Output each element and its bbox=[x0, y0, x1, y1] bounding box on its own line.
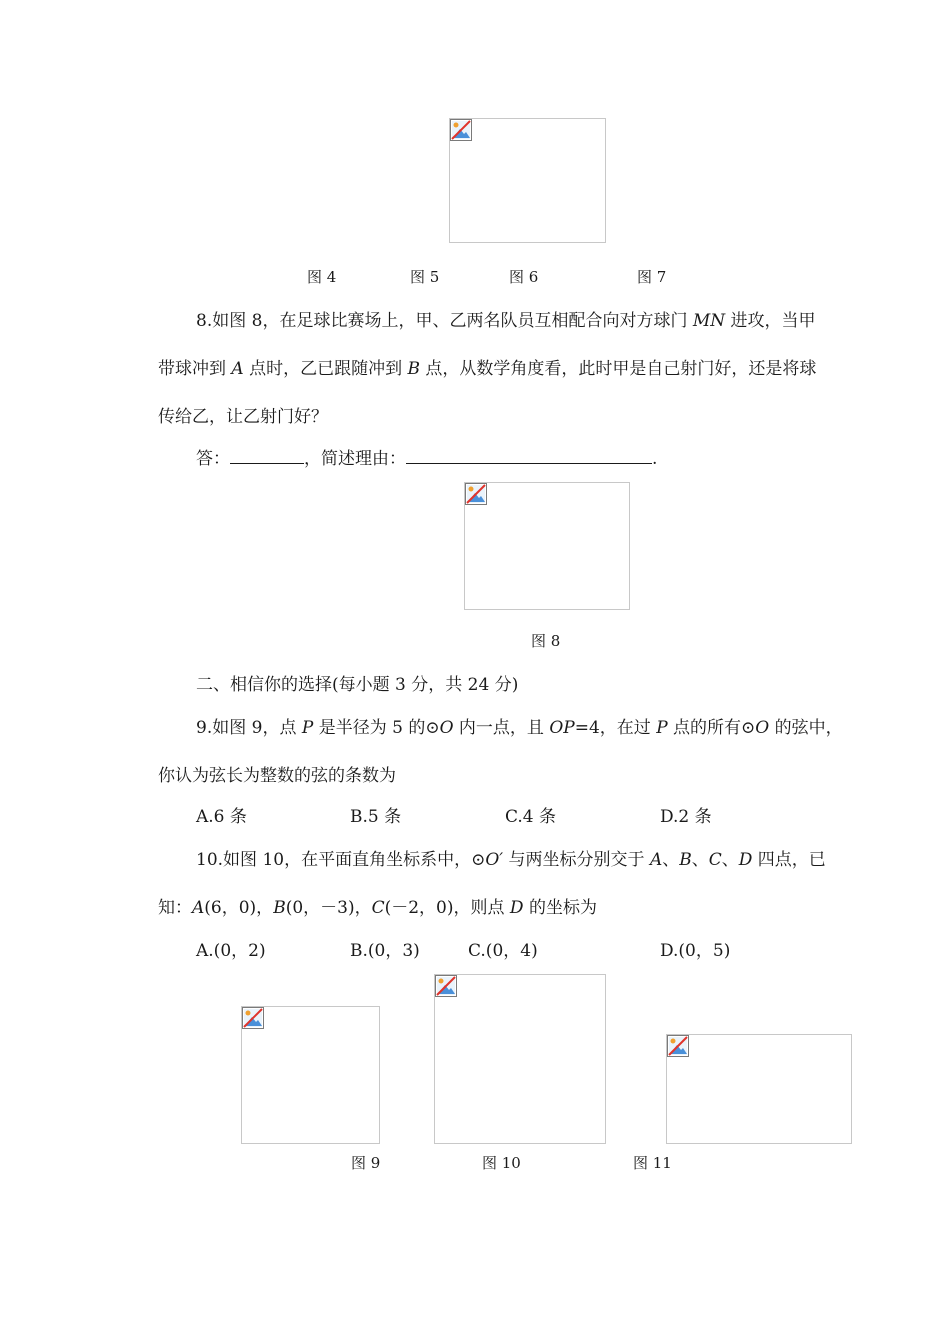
section-heading: 二、相信你的选择(每小题 3 分，共 24 分) bbox=[196, 675, 519, 695]
figure-9-placeholder bbox=[241, 1006, 380, 1144]
figure-caption: 图 11 bbox=[633, 1154, 672, 1172]
answer-blank[interactable] bbox=[230, 447, 304, 464]
figure-10-placeholder bbox=[434, 974, 606, 1144]
q10-line-1: 10.如图 10，在平面直角坐标系中，⊙O′ 与两坐标分别交于 A、B、C、D 四点，已 bbox=[196, 850, 826, 870]
q8-answer-line: 答： ，简述理由： . bbox=[196, 449, 658, 469]
figure-caption: 图 7 bbox=[637, 268, 667, 286]
broken-image-icon bbox=[435, 975, 457, 997]
figure-8-placeholder bbox=[464, 482, 630, 610]
broken-image-icon bbox=[465, 483, 487, 505]
q10-option-d[interactable]: D.(0，5) bbox=[660, 941, 731, 961]
q9-option-b[interactable]: B.5 条 bbox=[350, 807, 402, 827]
q10-option-b[interactable]: B.(0，3) bbox=[350, 941, 420, 961]
q8-line-1: 8.如图 8，在足球比赛场上，甲、乙两名队员互相配合向对方球门 MN 进攻，当甲 bbox=[196, 311, 816, 331]
figure-caption: 图 9 bbox=[351, 1154, 381, 1172]
q9-option-a[interactable]: A.6 条 bbox=[196, 807, 247, 827]
q10-option-a[interactable]: A.(0，2) bbox=[196, 941, 266, 961]
q9-option-d[interactable]: D.2 条 bbox=[660, 807, 712, 827]
figure-caption: 图 4 bbox=[307, 268, 337, 286]
q9-option-c[interactable]: C.4 条 bbox=[505, 807, 557, 827]
figure-caption: 图 5 bbox=[410, 268, 440, 286]
q9-line-2: 你认为弦长为整数的弦的条数为 bbox=[158, 766, 396, 786]
q8-line-3: 传给乙，让乙射门好？ bbox=[158, 407, 328, 427]
q9-line-1: 9.如图 9，点 P 是半径为 5 的⊙O 内一点，且 OP=4，在过 P 点的所有⊙O 的弦中， bbox=[196, 718, 843, 738]
figure-image-placeholder bbox=[449, 118, 606, 243]
q10-option-c[interactable]: C.(0，4) bbox=[468, 941, 538, 961]
broken-image-icon bbox=[242, 1007, 264, 1029]
broken-image-icon bbox=[450, 119, 472, 141]
figure-caption: 图 10 bbox=[482, 1154, 521, 1172]
reason-blank[interactable] bbox=[406, 447, 652, 464]
figure-caption: 图 8 bbox=[531, 632, 561, 650]
q10-line-2: 知：A(6，0)，B(0，－3)，C(－2，0)，则点 D 的坐标为 bbox=[158, 898, 597, 918]
figure-caption: 图 6 bbox=[509, 268, 539, 286]
figure-11-placeholder bbox=[666, 1034, 852, 1144]
q8-line-2: 带球冲到 A 点时，乙已跟随冲到 B 点，从数学角度看，此时甲是自己射门好，还是将球 bbox=[158, 359, 817, 379]
broken-image-icon bbox=[667, 1035, 689, 1057]
